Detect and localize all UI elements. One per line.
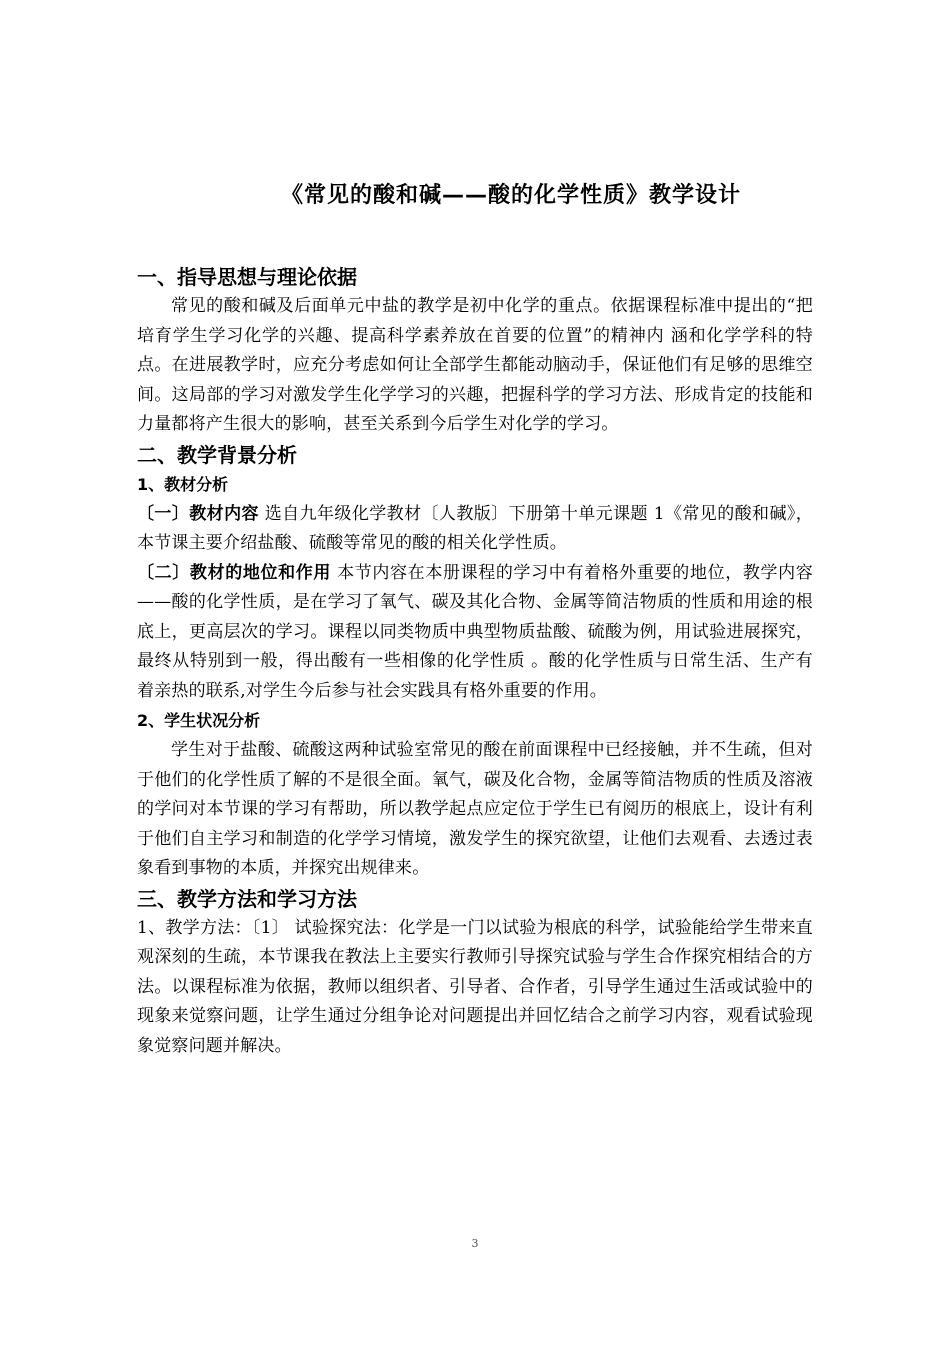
section2-heading: 二、教学背景分析	[137, 442, 297, 467]
document-title: 《常见的酸和碱——酸的化学性质》教学设计	[280, 183, 741, 208]
section2-paragraph2: 学生对于盐酸、硫酸这两种试验室常见的酸在前面课程中已经接触，并不生疏，但对于他们的化学性质了解的不是很全面。氧气，碳及化合物，金属等简洁物质的性质及溶液的学问对本节课的学习有帮助，所以教学起点应定位于学生已有阅历的根底上，设计有利于他们自主学习和制造的化学学习情境，激发学生的探究欲望，让他们去观看、去透过表象看到事物的本质，并探究出规律来。	[137, 740, 813, 878]
section2-sub2-heading: 2、学生状况分析	[137, 711, 261, 730]
section1-paragraph: 常见的酸和碱及后面单元中盐的教学是初中化学的重点。依据课程标准中提出的“把培育学生学习化学的兴趣、提高科学素养放在首要的位置”的精神内 涵和化学学科的特点。在进展教学时，应充分考虑如何让全部学生都能动脑动手，保证他们有足够的思维空间。这局部的学习对激发学生化学学习的兴趣，把握科学的学习方法、形成肯定的技能和力量都将产生很大的影响，甚至关系到今后学生对化学的学习。	[137, 296, 813, 434]
item2-text: 本节内容在本册课程的学习中有着格外重要的地位，教学内容——酸的化学性质，是在学习了氧气、碳及其化合物、金属等简洁物质的性质和用途的根底上，更高层次的学习。课程以同类物质中典型物质盐酸、硫酸为例，用试验进展探究，最终从特别到一般，得出酸有一些相像的化学性质 。酸的化学性质与日常生活、生产有着亲热的联系,对学生今后参与社会实践具有格外重要的作用。	[137, 562, 813, 701]
section2-item1	[137, 500, 813, 559]
item1-label: 〔一〕教材内容	[137, 503, 259, 524]
item1-text: 选自九年级化学教材〔人教版〕下册第十单元课题 1《常见的酸和碱》，本节课主要介绍盐酸、硫酸等常见的酸的相关化学性质。	[137, 503, 813, 553]
item2-label: 〔二〕教材的地位和作用	[137, 562, 332, 583]
document-body	[137, 262, 813, 1061]
section3-heading: 三、教学方法和学习方法	[137, 886, 357, 911]
section3-paragraph: 1、教学方法：〔1〕 试验探究法：化学是一门以试验为根底的科学，试验能给学生带来直观深刻的生疏，本节课我在教法上主要实行教师引导探究试验与学生合作探究相结合的方法。以课程标准为依据，教师以组织者、引导者、合作者，引导学生通过生活或试验中的现象来觉察问题，让学生通过分组争论对问题提出并回忆结合之前学习内容，观看试验现象觉察问题并解决。	[137, 917, 813, 1056]
page-number: 3	[471, 1237, 479, 1250]
section1-heading: 一、指导思想与理论依据	[137, 265, 357, 289]
section2-item2	[137, 559, 813, 707]
section2-sub1-heading: 1、教材分析	[137, 474, 229, 494]
